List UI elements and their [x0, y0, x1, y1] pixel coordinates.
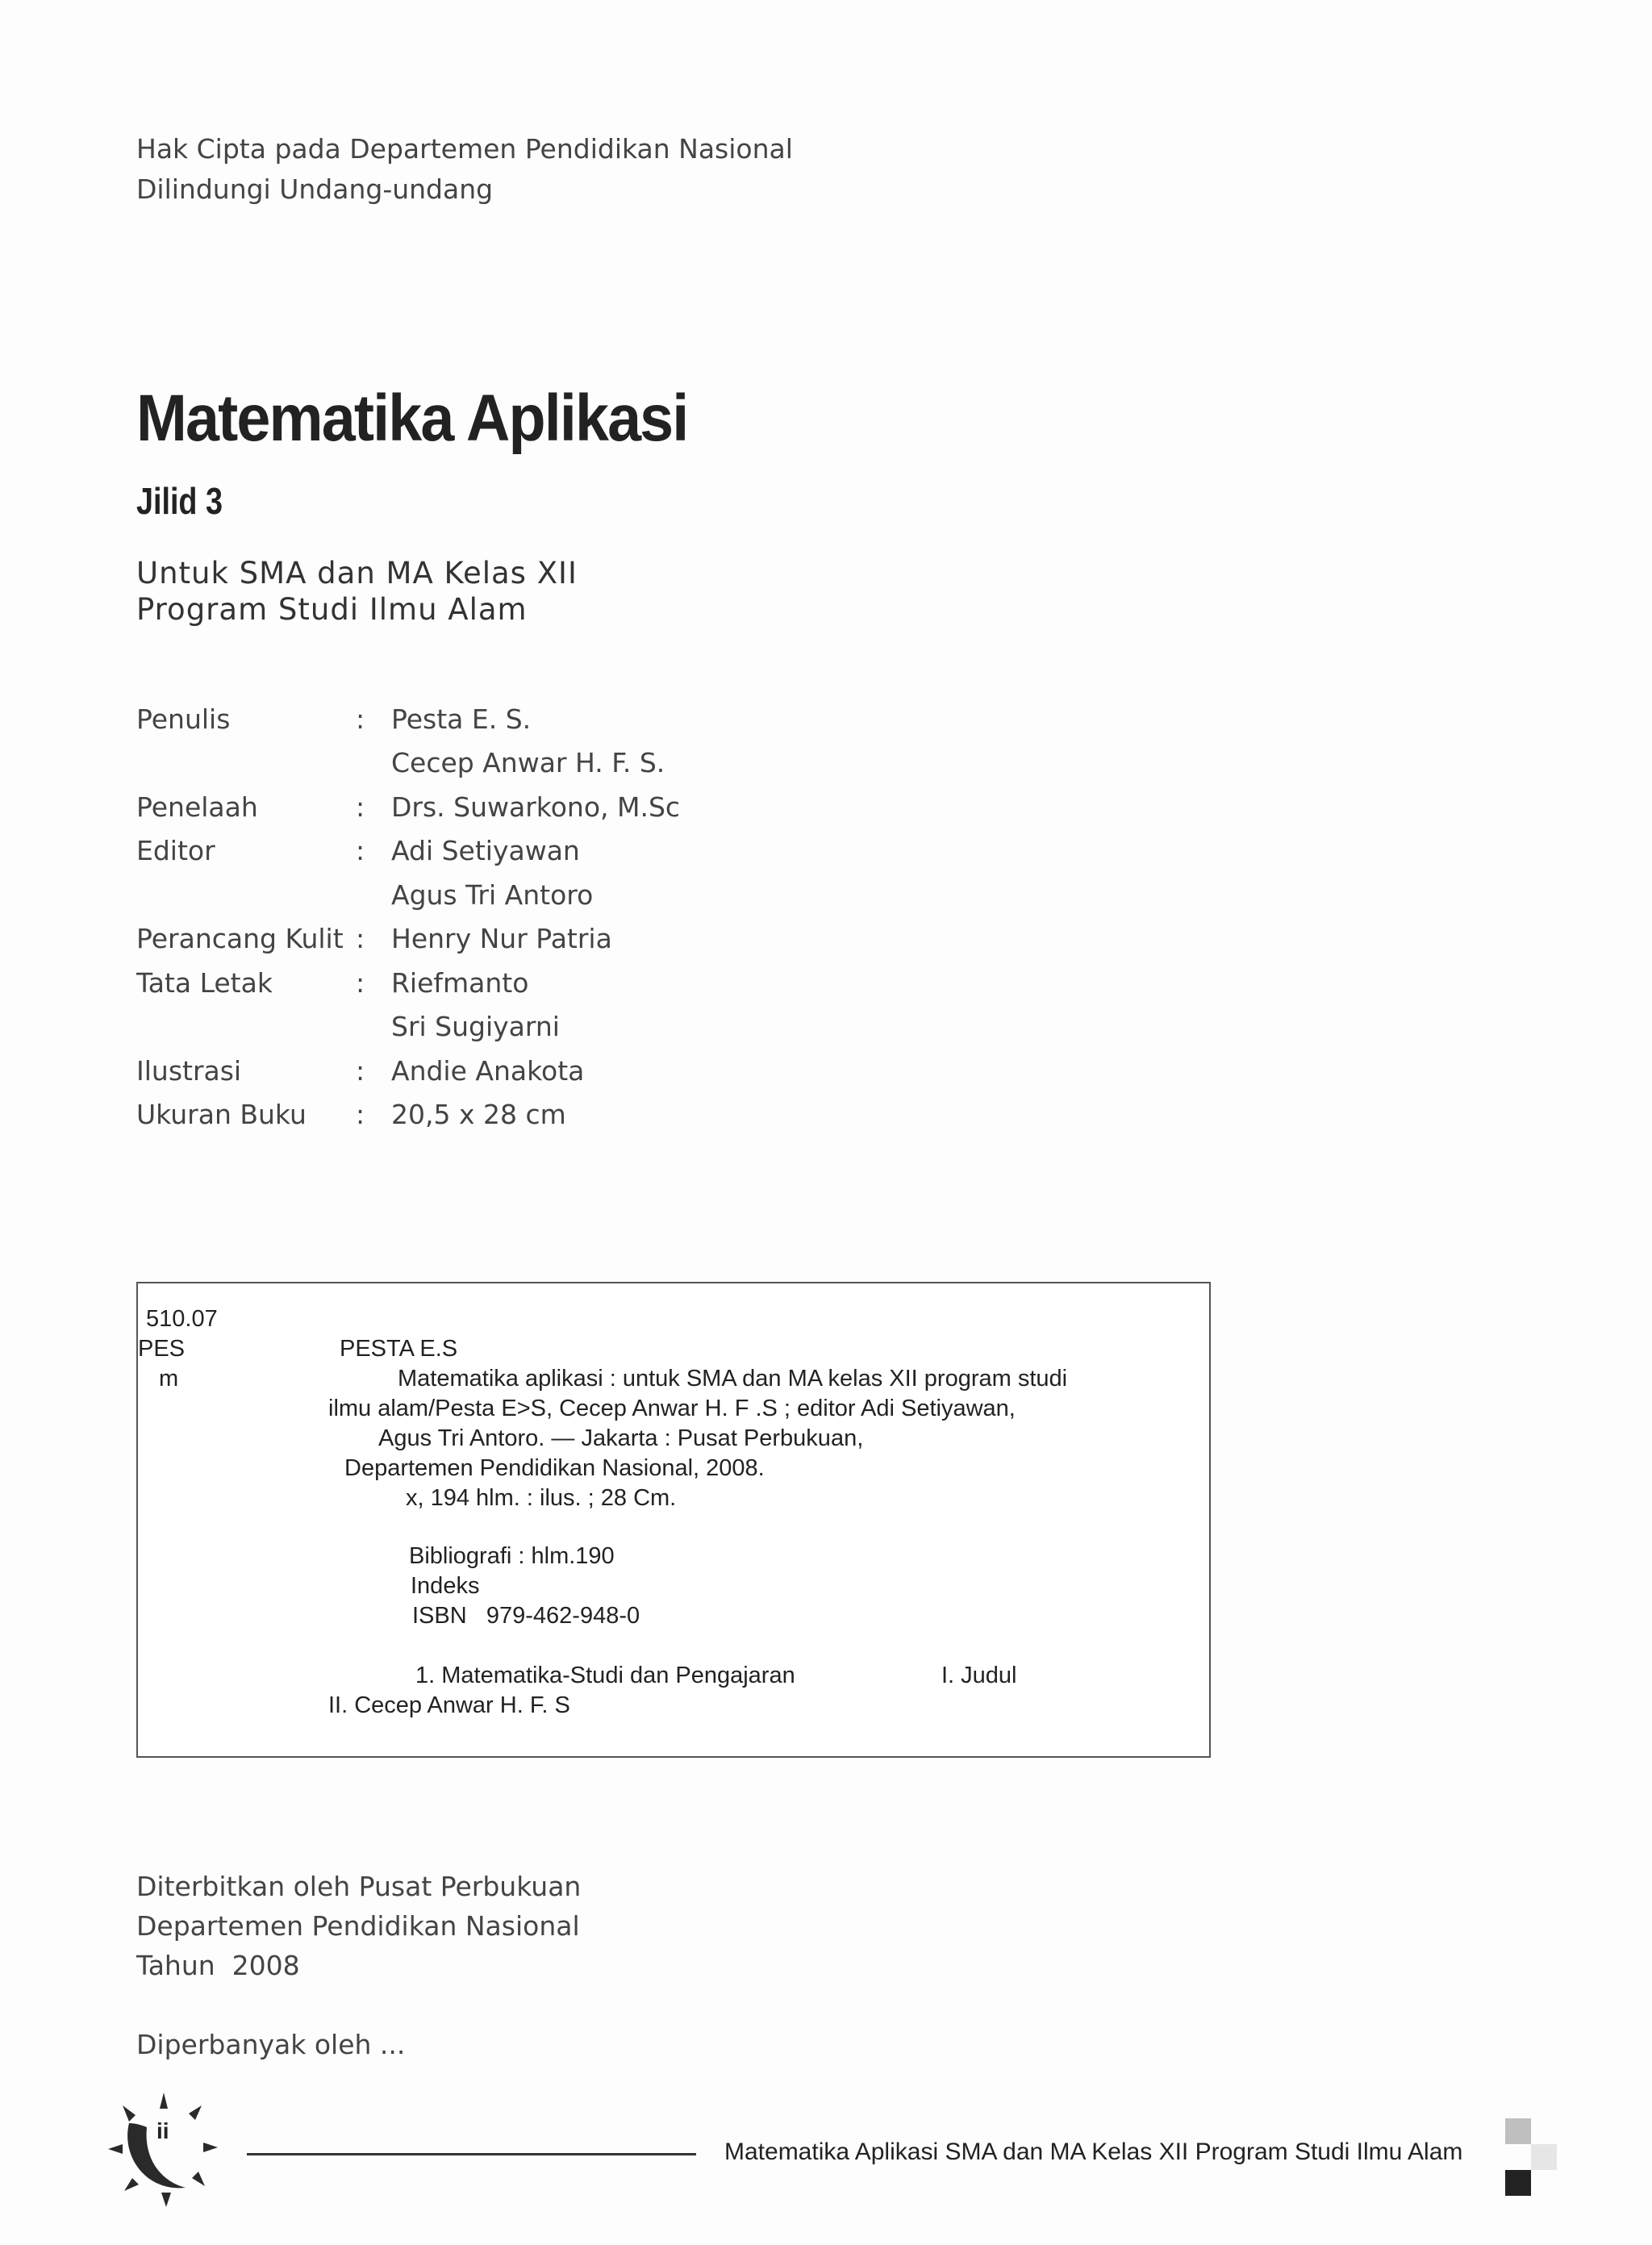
book-volume: Jilid 3: [136, 480, 223, 522]
running-title: Matematika Aplikasi SMA dan MA Kelas XII Program Studi Ilmu Alam: [724, 2139, 1463, 2165]
credit-name: Riefmanto: [391, 966, 529, 999]
subtitle-line-2: Program Studi Ilmu Alam: [136, 592, 528, 627]
catalog-line-5: x, 194 hlm. : ilus. ; 28 Cm.: [406, 1485, 677, 1511]
reproduced-by: Diperbanyak oleh ...: [136, 2029, 406, 2060]
sun-moon-icon: [105, 2091, 223, 2209]
credit-row: [136, 829, 795, 874]
credit-name: Andie Anakota: [391, 1054, 585, 1087]
credits-list: [136, 697, 795, 1137]
page-number: ii: [156, 2118, 169, 2143]
catalog-subject-1: 1. Matematika-Studi dan Pengajaran: [415, 1663, 795, 1688]
credit-colon: :: [356, 923, 365, 955]
credit-row: [136, 1093, 795, 1137]
checker-squares-icon: [1505, 2118, 1583, 2196]
square-light: [1505, 2118, 1531, 2144]
footer-rule: [247, 2153, 696, 2155]
credit-role: Ukuran Buku: [136, 1099, 307, 1131]
credit-name: Henry Nur Patria: [391, 923, 612, 955]
catalog-author-code: PES: [138, 1336, 186, 1362]
credit-colon: :: [356, 1054, 365, 1087]
credit-row: [136, 785, 795, 829]
publisher-info: [136, 1867, 581, 1985]
book-title: Matematika Aplikasi: [136, 382, 688, 455]
book-subtitle: [136, 555, 578, 628]
catalog-subject-3: II. Cecep Anwar H. F. S: [328, 1692, 570, 1718]
credit-role: Penulis: [136, 703, 231, 735]
catalog-bibliography: Bibliografi : hlm.190: [409, 1543, 615, 1569]
credit-name: 20,5 x 28 cm: [391, 1099, 566, 1131]
credit-row: [136, 697, 795, 741]
subtitle-line-1: Untuk SMA dan MA Kelas XII: [136, 556, 578, 590]
copyright-line-2: Dilindungi Undang-undang: [136, 173, 494, 205]
square-dark: [1505, 2170, 1531, 2196]
catalog-box: [136, 1282, 1211, 1758]
credit-row: [136, 1005, 795, 1049]
credit-row: [136, 961, 795, 1005]
credit-colon: :: [356, 835, 365, 867]
credit-row: [136, 1049, 795, 1093]
credit-name: Agus Tri Antoro: [391, 878, 594, 911]
credit-colon: :: [356, 1099, 365, 1131]
credit-name: Pesta E. S.: [391, 703, 532, 735]
credit-role: Tata Letak: [136, 966, 273, 999]
catalog-class-number: 510.07: [146, 1306, 218, 1332]
credit-colon: :: [356, 791, 365, 823]
catalog-title-code: m: [159, 1366, 179, 1392]
credit-name: Sri Sugiyarni: [391, 1011, 560, 1043]
catalog-author-heading: PESTA E.S: [340, 1336, 458, 1362]
credit-role: Ilustrasi: [136, 1054, 242, 1087]
publisher-line-2: Departemen Pendidikan Nasional: [136, 1910, 580, 1942]
credit-name: Cecep Anwar H. F. S.: [391, 747, 665, 779]
credit-role: Penelaah: [136, 791, 258, 823]
square-lighter: [1531, 2144, 1557, 2170]
credit-name: Adi Setiyawan: [391, 835, 580, 867]
catalog-index: Indeks: [411, 1573, 480, 1599]
publisher-line-3: Tahun 2008: [136, 1950, 300, 1981]
publisher-line-1: Diterbitkan oleh Pusat Perbukuan: [136, 1871, 582, 1902]
catalog-line-3: Agus Tri Antoro. — Jakarta : Pusat Perbukuan,: [378, 1425, 864, 1451]
credit-row: [136, 917, 795, 962]
credit-row: [136, 873, 795, 917]
credit-row: [136, 741, 795, 786]
catalog-subject-2: I. Judul: [941, 1663, 1017, 1688]
catalog-line-4: Departemen Pendidikan Nasional, 2008.: [344, 1455, 765, 1481]
credit-name: Drs. Suwarkono, M.Sc: [391, 791, 681, 823]
catalog-isbn: ISBN 979-462-948-0: [412, 1603, 640, 1629]
credit-role: Editor: [136, 835, 215, 867]
copyright-line-1: Hak Cipta pada Departemen Pendidikan Nasional: [136, 133, 793, 165]
catalog-line-1: Matematika aplikasi : untuk SMA dan MA kelas XII program studi: [398, 1366, 1068, 1392]
credit-colon: :: [356, 966, 365, 999]
copyright-notice: [136, 129, 793, 210]
credit-role: Perancang Kulit: [136, 923, 344, 955]
credit-colon: :: [356, 703, 365, 735]
catalog-line-2: ilmu alam/Pesta E>S, Cecep Anwar H. F .S ; editor Adi Setiyawan,: [328, 1396, 1016, 1421]
